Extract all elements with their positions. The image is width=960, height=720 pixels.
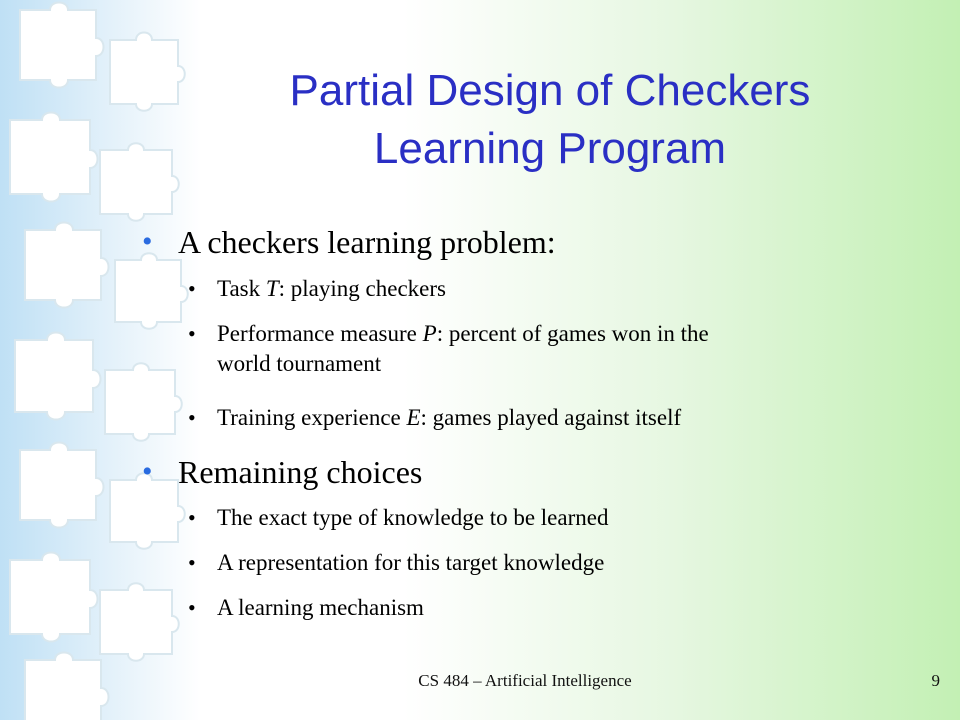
bullet-dot-icon: • [142,225,153,258]
list-item [188,274,897,304]
bullet-dot-icon: • [188,505,196,530]
bullet-dot-icon: • [188,405,196,430]
bullet-dot-icon: • [142,455,153,488]
title-line-2: Learning Program [373,124,727,173]
page-number: 9 [931,671,940,690]
bullet-text: : games played against itself [420,405,682,430]
list-item [142,454,423,490]
bullet-text: Task [217,276,266,301]
bullet-dot-icon: • [188,276,196,301]
bullet-text: A representation for this target knowledge [217,550,605,575]
bullet-text: Performance measure [217,321,423,346]
bullet-text: A learning mechanism [217,595,424,620]
bullet-text: : playing checkers [278,276,446,301]
list-item [188,548,897,578]
bullet-dot-icon: • [188,550,196,575]
title-line-1: Partial Design of Checkers [289,66,811,115]
bullet-text: Remaining choices [178,454,423,490]
bullet-text: Training experience [217,405,407,430]
bullet-text: The exact type of knowledge to be learned [217,505,609,530]
list-item [188,319,897,379]
bullet-dot-icon: • [188,595,196,620]
slide-footer: CS 484 – Artificial Intelligence [418,671,632,690]
list-item [188,593,897,623]
bullet-variable: P [422,321,437,346]
bullet-text-continuation: world tournament [217,351,382,376]
bullet-variable: T [265,276,279,301]
bullet-dot-icon: • [188,321,196,346]
bullet-text: : percent of games won in the [436,321,709,346]
bullet-variable: E [406,405,421,430]
list-item [142,224,556,260]
list-item [188,403,897,433]
list-item [188,503,897,533]
bullet-text: A checkers learning problem: [178,224,556,260]
